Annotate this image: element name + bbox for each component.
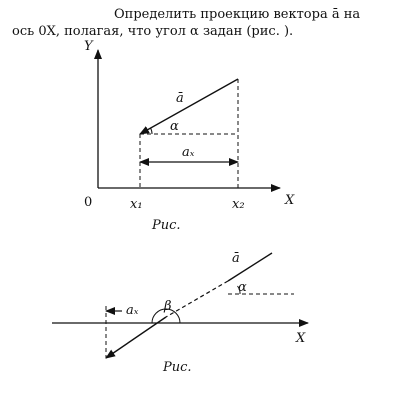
fig2-alpha-label: α	[238, 280, 247, 295]
fig1-origin-label: 0	[84, 195, 93, 210]
fig1-x-axis-label: X	[285, 193, 295, 208]
fig2-beta-label: β	[164, 299, 172, 314]
fig1-vector-a	[140, 79, 238, 134]
problem-line-2: ось 0X, полагая, что угол α задан (рис. ).	[12, 24, 294, 39]
fig1-x1-label: x₁	[130, 197, 143, 212]
figure-2	[52, 251, 308, 375]
fig1-projection-label: aₓ	[182, 145, 195, 160]
fig1-caption: Рис.	[152, 218, 181, 233]
problem-line-1: Определить проекцию вектора ā на	[114, 7, 361, 22]
fig2-caption: Рис.	[163, 360, 192, 375]
fig2-vector-dashed-extension	[166, 281, 228, 317]
fig1-angle-arc	[151, 128, 153, 134]
fig2-x-axis-label: X	[296, 331, 306, 346]
fig2-projection-label: aₓ	[126, 303, 139, 318]
fig1-angle-label: α	[170, 119, 179, 134]
fig1-y-axis-label: Y	[84, 39, 93, 54]
figure-1	[84, 39, 295, 233]
fig1-x2-label: x₂	[232, 197, 245, 212]
fig1-vector-label: ā	[176, 91, 184, 106]
fig2-vector-label: ā	[232, 251, 240, 266]
